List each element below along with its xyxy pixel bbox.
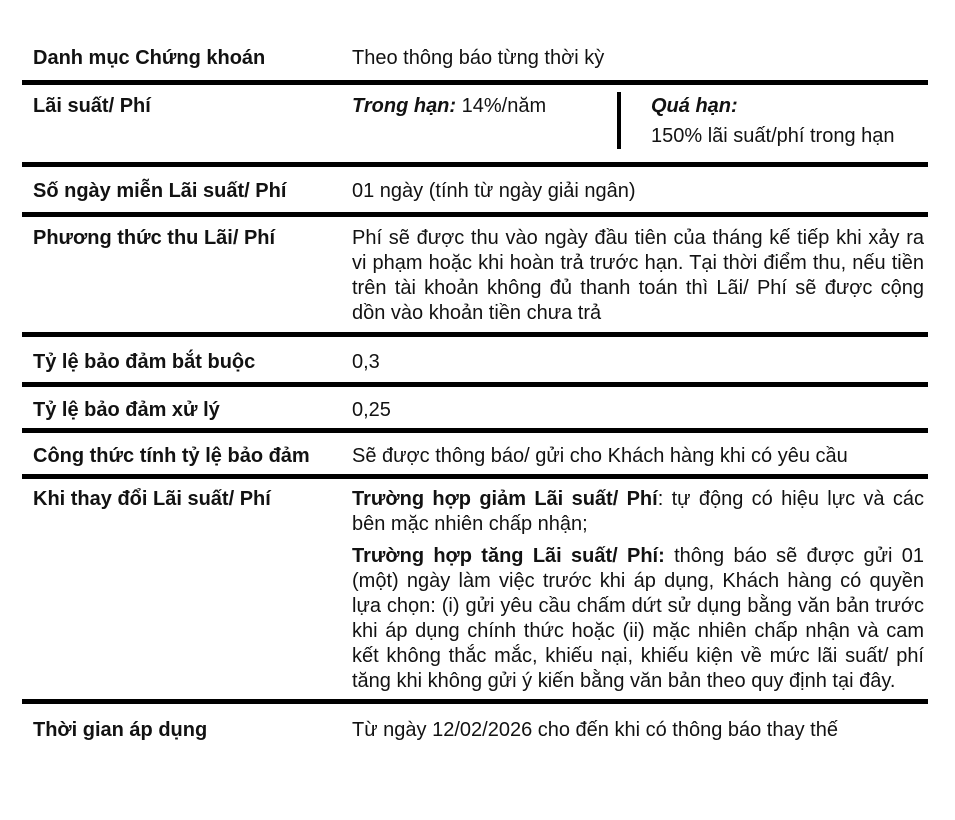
- row-rate-change: [22, 479, 928, 704]
- decrease-text: : tự động có hiệu lực và các bên mặc nhiên chấp nhận;: [352, 488, 925, 535]
- row-collection-method: [22, 217, 928, 337]
- row-effective-period-value: Từ ngày 12/02/2026 cho đến khi có thông báo thay thế: [352, 719, 838, 741]
- overdue-value: 150% lãi suất/phí trong hạn: [651, 125, 895, 147]
- row-portfolio-label: Danh mục Chứng khoán: [33, 47, 266, 69]
- overdue-title: Quá hạn:: [651, 95, 738, 117]
- row-effective-period-label: Thời gian áp dụng: [33, 719, 208, 741]
- row-handling-ratio-label: Tỷ lệ bảo đảm xử lý: [33, 399, 220, 421]
- row-ratio-formula-label: Công thức tính tỷ lệ bảo đảm: [33, 445, 310, 467]
- increase-paragraph: [352, 544, 924, 694]
- row-interest-fee-value: [352, 94, 928, 149]
- row-required-ratio-value: 0,3: [352, 351, 380, 373]
- row-portfolio-value: Theo thông báo từng thời kỳ: [352, 47, 605, 69]
- row-ratio-formula-value: Sẽ được thông báo/ gửi cho Khách hàng khi có yêu cầu: [352, 445, 848, 467]
- row-interest-fee-label: Lãi suất/ Phí: [33, 95, 151, 117]
- row-interest-fee: [22, 85, 928, 167]
- increase-text: thông báo sẽ được gửi 01 (một) ngày làm việc trước khi áp dụng, Khách hàng có quyền lựa chọn: (i) gửi yêu cầu chấm dứt sử dụng bằng văn bản trước khi áp dụng chính thức hoặc (ii) mặc nhiên chấp nhận và cam kết không thắc mắc, khiếu nại, khiếu kiện về mức lãi suất/ phí tăng khi không gửi ý kiến bằng văn bản theo quy định tại đây.: [352, 545, 924, 692]
- row-grace-days-value: 01 ngày (tính từ ngày giải ngân): [352, 180, 636, 202]
- row-required-ratio: [22, 337, 928, 387]
- decrease-title: Trường hợp giảm Lãi suất/ Phí: [352, 488, 658, 510]
- document-page: [0, 44, 955, 820]
- row-grace-days: [22, 167, 928, 217]
- row-portfolio: [22, 44, 928, 85]
- increase-title: Trường hợp tăng Lãi suất/ Phí:: [352, 545, 665, 567]
- row-rate-change-value: [352, 487, 928, 694]
- overdue-cell: [621, 94, 924, 149]
- row-collection-method-value: Phí sẽ được thu vào ngày đầu tiên của tháng kế tiếp khi xảy ra vi phạm hoặc khi hoàn trả trước hạn. Tại thời điểm thu, nếu tiền trên tài khoản không đủ thanh toán thì Lãi/ Phí sẽ được cộng dồn vào khoản tiền chưa trả: [352, 227, 924, 324]
- in-term-title: Trong hạn:: [352, 95, 457, 117]
- decrease-paragraph: [352, 487, 924, 537]
- row-handling-ratio: [22, 387, 928, 433]
- row-rate-change-label: Khi thay đổi Lãi suất/ Phí: [33, 488, 271, 510]
- row-required-ratio-label: Tỷ lệ bảo đảm bắt buộc: [33, 351, 256, 373]
- row-effective-period: [22, 704, 928, 750]
- row-handling-ratio-value: 0,25: [352, 399, 391, 421]
- in-term-value: 14%/năm: [461, 95, 547, 117]
- terms-table: [22, 44, 928, 750]
- row-ratio-formula: [22, 433, 928, 479]
- row-collection-method-label: Phương thức thu Lãi/ Phí: [33, 227, 276, 249]
- in-term-cell: [352, 94, 617, 149]
- row-grace-days-label: Số ngày miễn Lãi suất/ Phí: [33, 180, 287, 202]
